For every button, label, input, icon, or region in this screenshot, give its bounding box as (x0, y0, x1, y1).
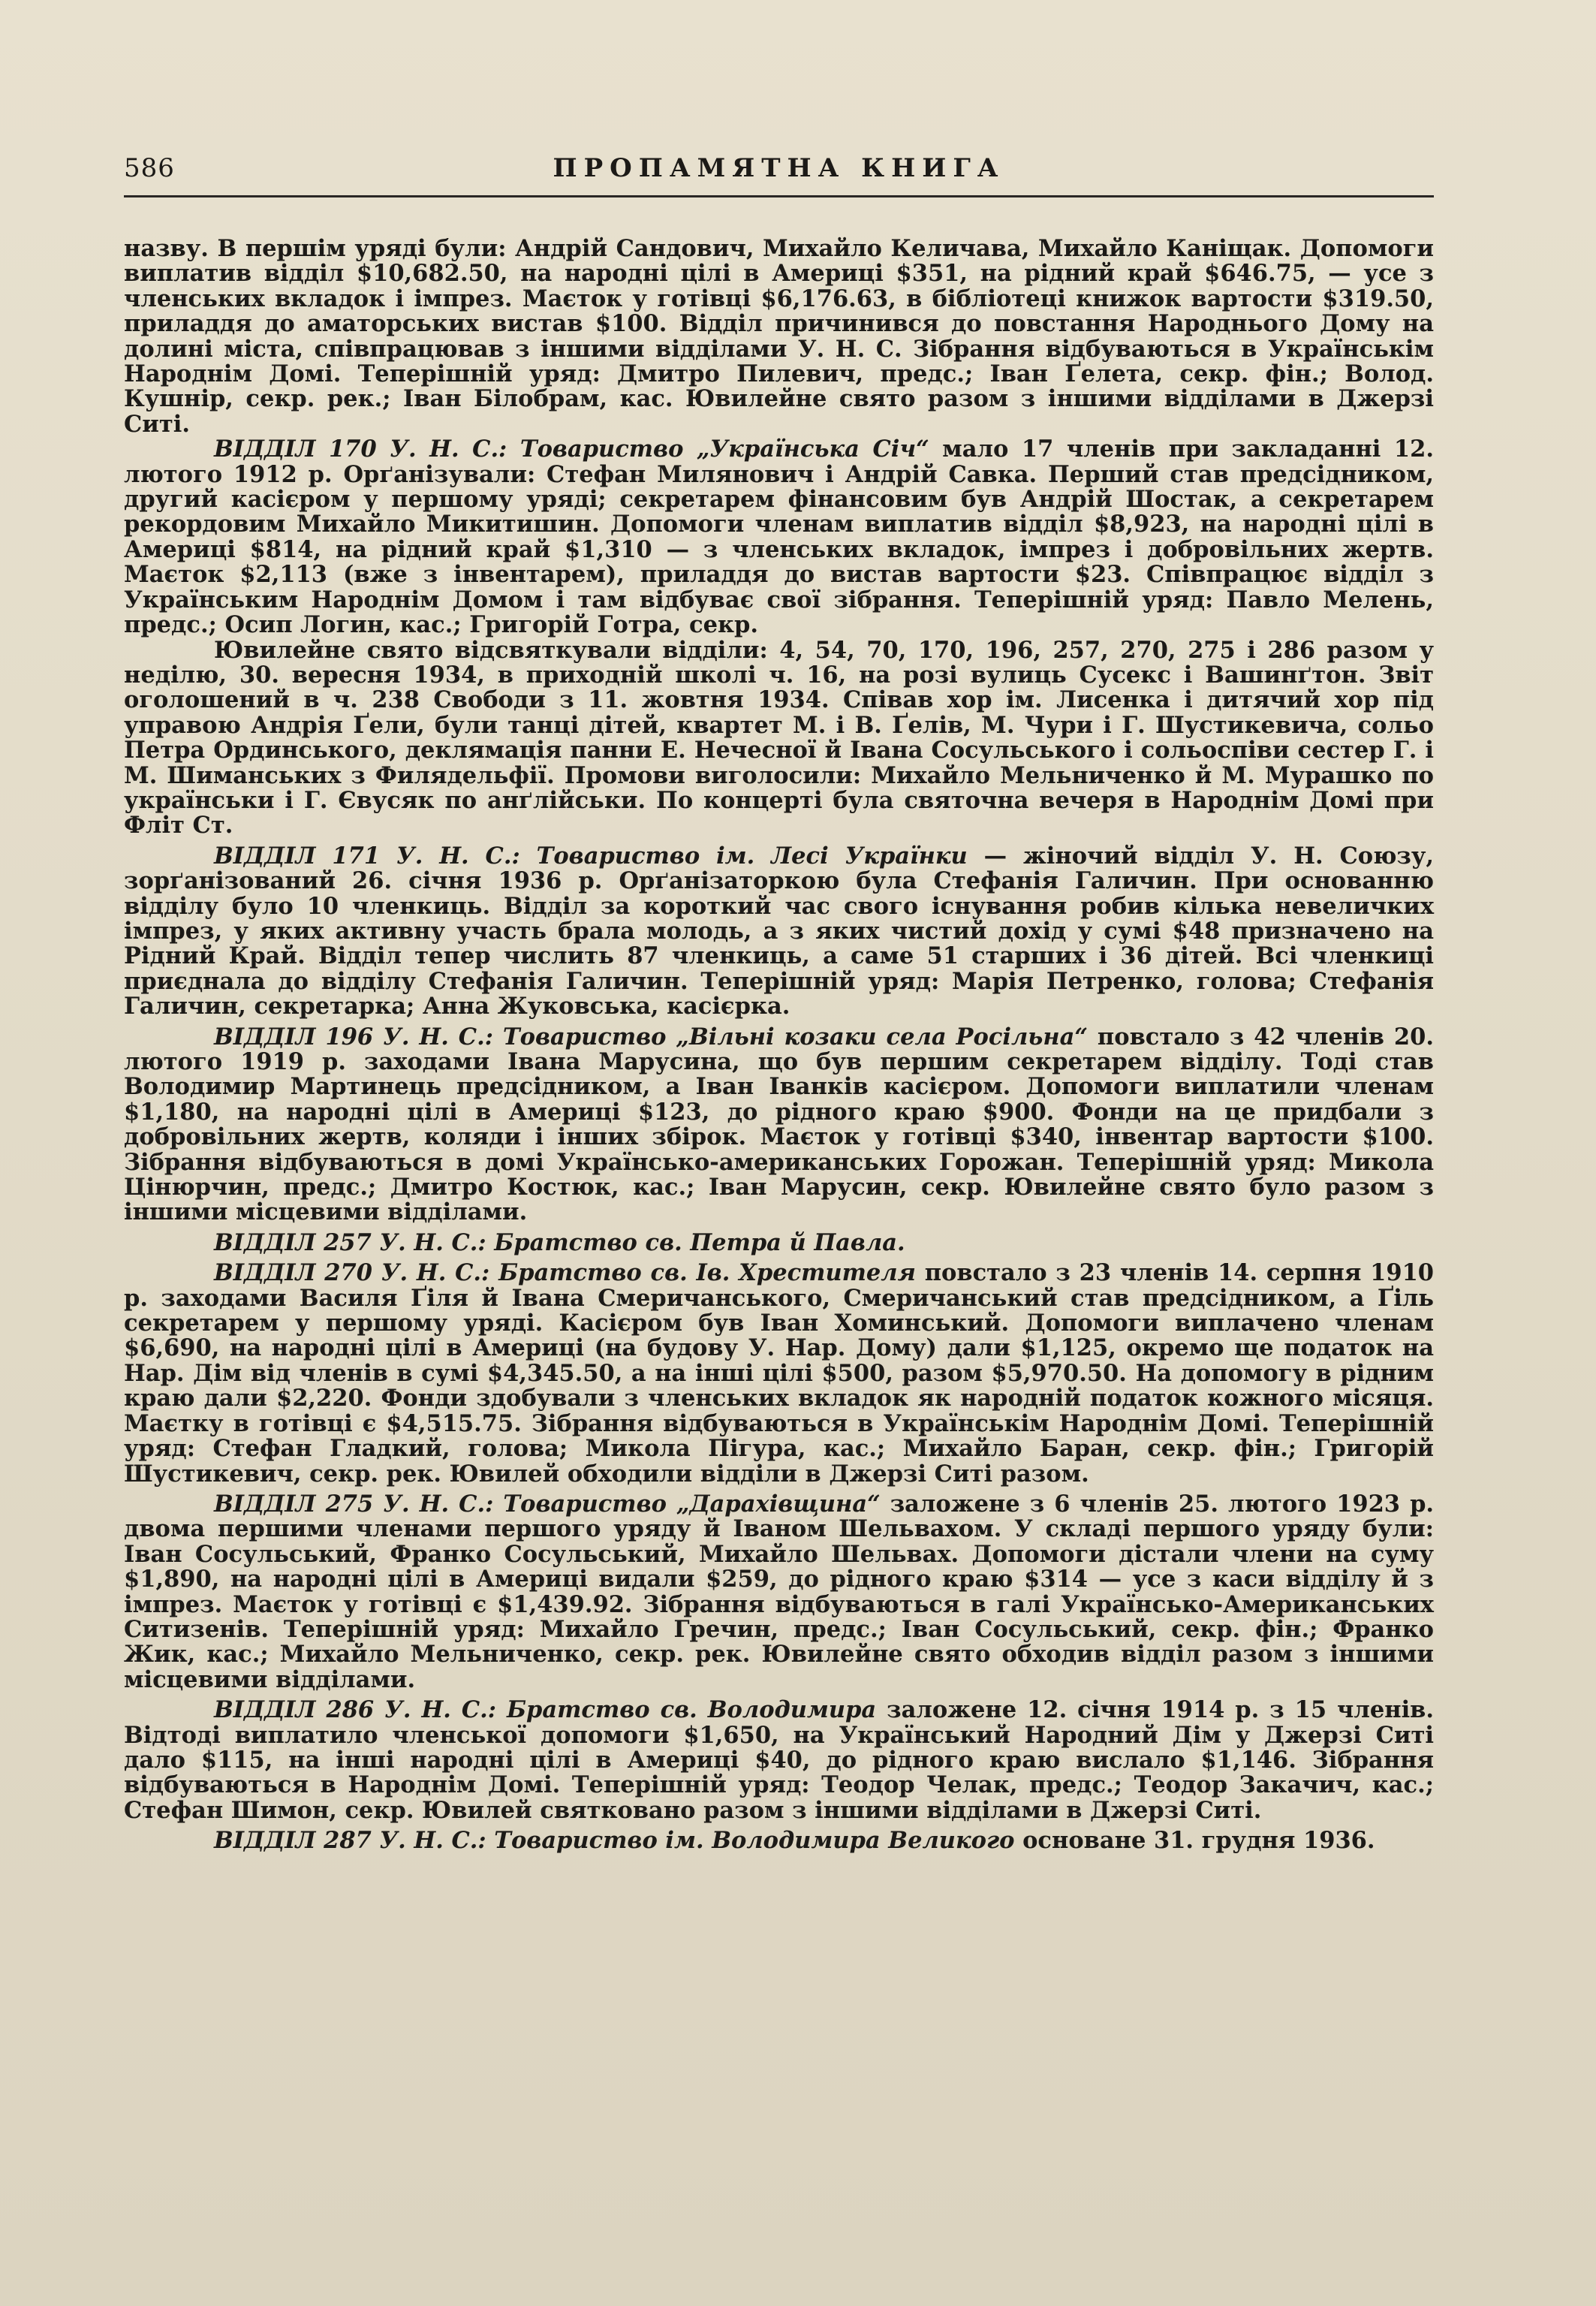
running-title: ПРОПАМЯТНА КНИГА (553, 153, 1005, 183)
branch-heading: ВІДДІЛ 196 У. Н. С.: (214, 1023, 493, 1051)
branch-heading: ВІДДІЛ 286 У. Н. С.: (214, 1696, 496, 1724)
paragraph (124, 237, 1434, 437)
branch-heading: ВІДДІЛ 171 У. Н. С.: (214, 842, 520, 870)
paragraph-text: — жіночий відділ У. Н. Союзу, зорґанізований 26. січня 1936 р. Орґанізаторкою була Стефанія Галичин. При основанню відділу було 10 членкиць. Відділ за короткий час свого існування робив кілька невеличких імпрез, у яких активну участь брала молодь, а з яких чистий дохід у сумі $48 призначено на Рідний Край. Відділ тепер числить 87 членкиць, а саме 51 старших і 36 дітей. Всі членкиці приєднала до відділу Стефанія Галичин. Теперішній уряд: Марія Петренко, голова; Стефанія Галичин, секретарка; Анна Жуковська, касієрка. (124, 842, 1435, 1020)
paragraph-text: основане 31. грудня 1936. (1022, 1827, 1375, 1855)
society-name: Товариство ім. Лесі Українки (536, 842, 968, 870)
paragraph (124, 1698, 1434, 1823)
society-name: Товариство ім. Володимира Великого (494, 1827, 1015, 1855)
paragraph-text: заложене з 6 членів 25. лютого 1923 р. двома першими членами першого уряду й Іваном Шельвахом. У складі першого уряду були: Іван Сосульський, Франко Сосульський, Михайло Шельвах. Допомоги дістали члени на суму $1,890, на народні цілі в Америці видали $259, до рідного краю $314 — усе з каси відділу й з імпрез. Маєток у готівці є $1,439.92. Зібрання відбуваються в галі Українсько-Американських Ситизенів. Теперішній уряд: Михайло Гречин, предс.; Іван Сосульський, секр. фін.; Франко Жик, кас.; Михайло Мельниченко, секр. рек. Ювилейне свято обходив відділ разом з іншими місцевими відділами. (124, 1490, 1435, 1693)
branch-heading: ВІДДІЛ 270 У. Н. С.: (214, 1259, 490, 1287)
society-name: Братство св. Петра й Павла. (494, 1228, 905, 1256)
branch-heading: ВІДДІЛ 170 У. Н. С.: (214, 436, 507, 463)
paragraph (124, 1025, 1434, 1225)
paragraph (124, 1492, 1434, 1693)
paragraph-text: заложене 12. січня 1914 р. з 15 членів. Відтоді виплатило членської допомоги $1,650, на Український Народний Дім у Джерзі Ситі дало $115, на інші народні цілі в Америці $40, до рідного краю вислало $1,146. Зібрання відбуваються в Народнім Домі. Теперішній уряд: Теодор Челак, предс.; Теодор Закачич, кас.; Стефан Шимон, секр. Ювилей святковано разом з іншими відділами в Джерзі Ситі. (124, 1696, 1434, 1824)
branch-heading: ВІДДІЛ 257 У. Н. С.: (214, 1228, 486, 1256)
paragraph-text: Ювилейне свято відсвяткували відділи: 4, 54, 70, 170, 196, 257, 270, 275 і 286 разом у неділю, 30. вересня 1934, в приходній школі ч. 16, на розі вулиць Сусекс і Вашинґтон. Звіт оголошений в ч. 238 Свободи з 11. жовтня 1934. Співав хор ім. Лисенка і дитячий хор під управою Андрія Ґели, були танці дітей, квартет М. і В. Ґелів, М. Чури і Г. Шустикевича, сольо Петра Ординського, деклямація панни Е. Нечесної й Івана Сосульського і сольоспіви сестер Г. і М. Шиманських з Филядельфії. Промови виголосили: Михайло Мельниченко й М. Мурашко по українськи і Г. Євусяк по анґлійськи. По концерті була святочна вечеря в Народнім Домі при Фліт Ст. (124, 636, 1434, 840)
page-number: 586 (124, 153, 175, 183)
society-name: Товариство „Вільні козаки села Росільна“ (502, 1023, 1088, 1051)
paragraph-text: назву. В першім уряді були: Андрій Сандович, Михайло Келичава, Михайло Каніщак. Допомоги виплатив відділ $10,682.50, на народні цілі в Америці $351, на рідний край $646.75, — усе з членських вкладок і імпрез. Маєток у готівці $6,176.63, в бібліотеці книжок вартости $319.50, приладдя до аматорських вистав $100. Відділ причинився до повстання Народнього Дому на долині міста, співпрацював з іншими відділами У. Н. С. Зібрання відбуваються в Українськім Народнім Домі. Теперішній уряд: Дмитро Пилевич, предс.; Іван Ґелета, секр. фін.; Волод. Кушнір, секр. рек.; Іван Білобрам, кас. Ювилейне свято разом з іншими відділами в Джерзі Ситі. (124, 235, 1434, 438)
paragraph (124, 844, 1434, 1020)
branch-heading: ВІДДІЛ 287 У. Н. С.: (214, 1827, 486, 1855)
society-name: Товариство „Дарахівщина“ (503, 1490, 881, 1518)
page-body (124, 237, 1434, 1854)
paragraph-text: повстало з 42 членів 20. лютого 1919 р. заходами Івана Марусина, що був першим секретарем відділу. Тоді став Володимир Мартинець предсідником, а Іван Іванків касієром. Допомоги виплатили членам $1,180, на народні цілі в Америці $123, до рідного краю $900. Фонди на це придбали з добровільних жертв, коляди і інших збірок. Маєток у готівці $340, інвентар вартости $100. Зібрання відбуваються в домі Українсько-американських Горожан. Теперішній уряд: Микола Цінюрчин, предс.; Дмитро Костюк, кас.; Іван Марусин, секр. Ювилейне свято було разом з іншими місцевими відділами. (124, 1023, 1434, 1226)
society-name: Братство св. Володимира (506, 1696, 877, 1724)
paragraph (124, 437, 1434, 638)
paragraph (124, 1828, 1434, 1853)
paragraph (124, 1261, 1434, 1487)
society-name: Братство св. Ів. Хрестителя (498, 1259, 916, 1287)
paragraph (124, 1228, 1434, 1256)
paragraph-text: повстало з 23 членів 14. серпня 1910 р. заходами Василя Ґіля й Івана Смеричанського, Смеричанський став предсідником, а Ґіль секретарем у першому уряді. Касієром був Іван Хоминський. Допомоги виплачено членам $6,690, на народні цілі в Америці (на будову У. Нар. Дому) дали $1,125, окремо ще податок на Нар. Дім від членів в сумі $4,345.50, а на інші цілі $500, разом $5,970.50. На допомогу в рідним краю дали $2,220. Фонди здобували з членських вкладок як народній податок кожного місяця. Маєтку в готівці є $4,515.75. Зібрання відбуваються в Українськім Народнім Домі. Теперішній уряд: Стефан Гладкий, голова; Микола Пігура, кас.; Михайло Баран, секр. фін.; Григорій Шустикевич, секр. рек. Ювилей обходили відділи в Джерзі Ситі разом. (124, 1259, 1435, 1488)
page-header (124, 150, 1434, 197)
branch-heading: ВІДДІЛ 275 У. Н. С.: (214, 1490, 494, 1518)
paragraph-text: мало 17 членів при закладанні 12. лютого 1912 р. Орґанізували: Стефан Милянович і Андрій Савка. Перший став предсідником, другий касієром у першому уряді; секретарем фінансовим був Андрій Шостак, а секретарем рекордовим Михайло Микитишин. Допомоги членам виплатив відділ $8,923, на народні цілі в Америці $814, на рідний край $1,310 — з членських вкладок, імпрез і добровільних жертв. Маєток $2,113 (вже з інвентарем), приладдя до вистав вартости $23. Співпрацює відділ з Українським Народнім Домом і там відбуває свої зібрання. Теперішній уряд: Павло Мелень, предс.; Осип Логин, кас.; Григорій Готра, секр. (124, 436, 1434, 639)
paragraph (124, 638, 1434, 839)
society-name: Товариство „Українська Січ“ (519, 436, 929, 463)
